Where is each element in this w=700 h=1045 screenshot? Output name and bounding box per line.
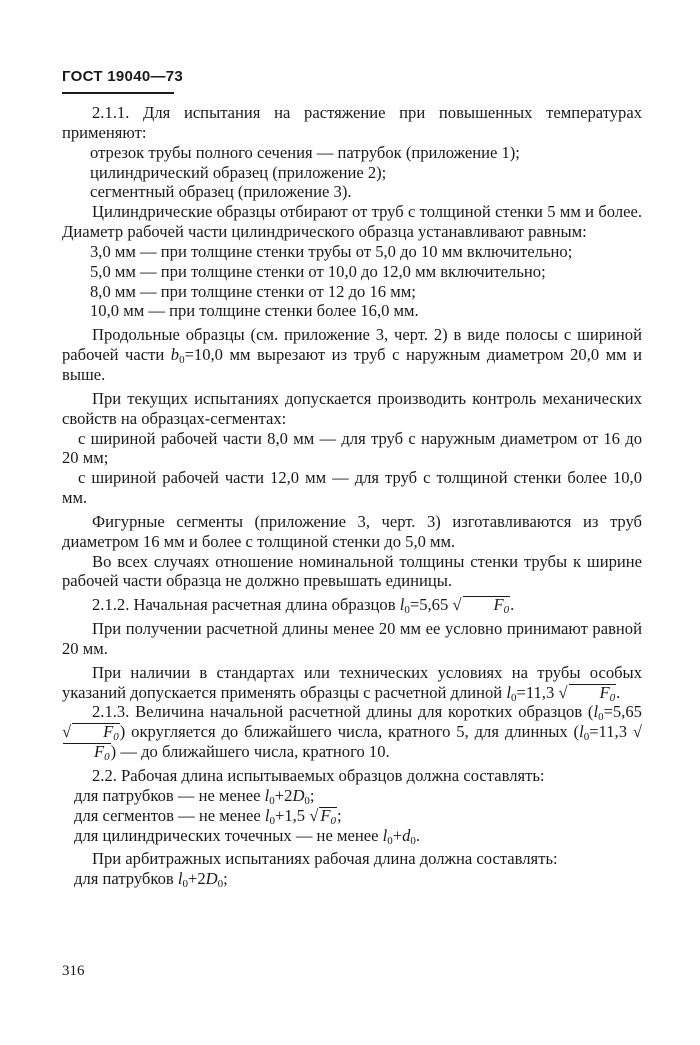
running-header: ГОСТ 19040—73 [62, 68, 184, 85]
list-item-pipe-piece: отрезок трубы полного сечения — патрубок (приложение 1); [90, 142, 520, 162]
list-item-segment: сегментный образец (приложение 3). [90, 182, 352, 202]
diameter-item-10mm: 10,0 мм — при толщине стенки более 16,0 мм. [90, 301, 419, 321]
paragraph-2-1-3: 2.1.3. Величина начальной расчетной длины для коротких образцов ($l_0=5,65$ √ $F_0$) округляется до ближайшего числа, кратного 5, для длинных ($l_0=11,3$ $√F_0$) — до ближайшего числа, кратного 10. [62, 702, 642, 764]
formula-l0-short: $l_0=5,65$ √ $F_0$ [399, 595, 510, 617]
document-body [62, 103, 642, 889]
paragraph-less-20mm: При получении расчетной длины менее 20 мм ее условно принимают равной 20 мм. [62, 619, 642, 658]
paragraph-ratio: Во всех случаях отношение номинальной толщины стенки трубы к ширине рабочей части образца не должно превышать единицы. [62, 551, 642, 591]
paragraph-figured-segments: Фигурные сегменты (приложение 3, черт. 3) изготавливаются из труб диаметром 16 мм и более с толщиной стенки до 5,0 мм. [62, 511, 642, 551]
paragraph-arbitration: При арбитражных испытаниях рабочая длина должна составлять: [92, 849, 558, 869]
page-number: 316 [62, 963, 85, 979]
formula-l0-long: $l_0=11,3$ √ $F_0$ [506, 682, 616, 704]
segment-width-12mm: с шириной рабочей части 12,0 мм — для труб с толщиной стенки более 10,0 мм. [62, 468, 642, 508]
paragraph-cylindrical-specimens: Цилиндрические образцы отбирают от труб с толщиной стенки 5 мм и более. Диаметр рабочей части цилиндрического образца устанавливают равным: [62, 202, 642, 242]
paragraph-2-2: 2.2. Рабочая длина испытываемых образцов должна составлять: [92, 766, 545, 785]
working-length-pipes: для патрубков — не менее $l_0+2D_0$; [74, 785, 315, 807]
diameter-item-8mm: 8,0 мм — при толщине стенки от 12 до 16 мм; [90, 281, 416, 301]
diameter-item-5mm: 5,0 мм — при толщине стенки от 10,0 до 12,0 мм включительно; [90, 261, 546, 281]
list-item-cylindrical: цилиндрический образец (приложение 2); [90, 162, 387, 182]
diameter-item-3mm: 3,0 мм — при толщине стенки трубы от 5,0 до 10 мм включительно; [90, 241, 573, 261]
paragraph-current-tests: При текущих испытаниях допускается производить контроль механических свойств на образцах-сегментах: [62, 388, 642, 428]
header-rule [62, 92, 174, 94]
working-length-cylindrical: для цилиндрических точечных — не менее $l_0+d_0$. [74, 825, 421, 847]
working-length-segments: для сегментов — не менее $l_0+1,5$ √ $F_0$; [74, 805, 342, 827]
paragraph-special-instructions: При наличии в стандартах или технических условиях на трубы особых указаний допускается применять образцы с расчетной длиной $l_0=11,3$ √ $F_0$. [62, 662, 642, 704]
segment-width-8mm: с шириной рабочей части 8,0 мм — для труб с наружным диаметром от 16 до 20 мм; [62, 428, 642, 468]
arbitration-pipes: для патрубков $l_0+2D_0$; [74, 869, 228, 891]
paragraph-2-1-2: 2.1.2. Начальная расчетная длина образцов $l_0=5,65$ √ $F_0$. [92, 595, 515, 617]
paragraph-2-1-1: 2.1.1. Для испытания на растяжение при повышенных температурах применяют: [62, 103, 642, 142]
paragraph-longitudinal: Продольные образцы (см. приложение 3, черт. 2) в виде полосы с шириной рабочей части $b_0=10,0$ мм вырезают из труб с наружным диаметром 20,0 мм и выше. [62, 325, 643, 384]
